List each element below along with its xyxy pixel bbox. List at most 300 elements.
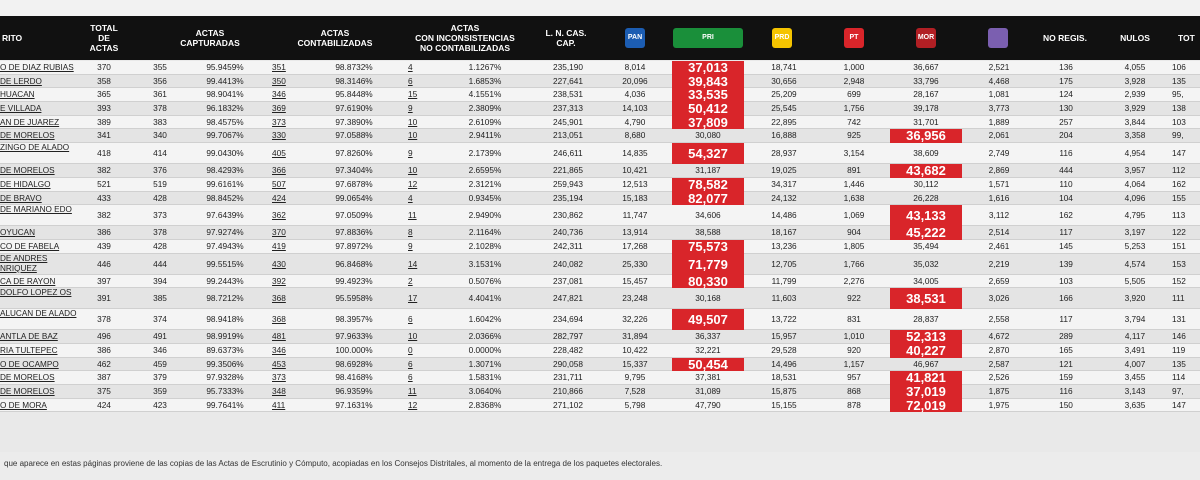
- cell-ln: 240,082: [553, 258, 583, 269]
- cell-cont[interactable]: 430: [272, 258, 286, 269]
- cell-morena: 34,005: [913, 275, 939, 286]
- cell-pri: 49,507: [672, 309, 744, 330]
- cell-ind: 2,558: [988, 314, 1010, 325]
- cell-ind: 2,870: [988, 344, 1010, 355]
- cell-cont[interactable]: 346: [272, 344, 286, 355]
- cell-pan: 15,183: [622, 192, 648, 203]
- cell-ind: 1,571: [988, 178, 1010, 189]
- table-row: [0, 192, 1200, 206]
- cell-morena: 33,796: [913, 75, 939, 86]
- cell-noreg: 166: [1059, 293, 1073, 304]
- cell-inc[interactable]: 4: [408, 192, 413, 203]
- cell-cont[interactable]: 362: [272, 210, 286, 221]
- cell-pri: 38,588: [695, 227, 721, 238]
- cell-ln: 246,611: [553, 148, 583, 159]
- cell-nulos: 4,096: [1124, 192, 1146, 203]
- cell-ind: 2,521: [988, 62, 1010, 72]
- cell-morena: 31,701: [913, 116, 939, 127]
- district-name-link[interactable]: CA DE RAYON: [0, 276, 56, 286]
- cell-tot: 138: [1172, 103, 1186, 114]
- cell-inc[interactable]: 9: [408, 103, 413, 114]
- district-name-link[interactable]: DE HIDALGO: [0, 179, 51, 189]
- cell-cont-pct: 95.5958%: [335, 293, 373, 304]
- table-row: [0, 88, 1200, 102]
- cell-noreg: 165: [1059, 344, 1073, 355]
- cell-inc[interactable]: 6: [408, 372, 413, 383]
- cell-tot: 122: [1172, 227, 1186, 238]
- cell-inc-pct: 2.6595%: [468, 165, 502, 176]
- district-name-link[interactable]: HUACAN: [0, 90, 35, 100]
- cell-pan: 10,422: [622, 344, 648, 355]
- cell-inc-pct: 2.1028%: [468, 240, 502, 251]
- cell-noreg: 150: [1059, 399, 1073, 410]
- cell-total: 358: [97, 75, 111, 86]
- cell-cont-pct: 95.8448%: [335, 89, 373, 100]
- cell-cont[interactable]: 348: [272, 386, 286, 396]
- cell-ln: 231,711: [553, 372, 583, 383]
- cell-cont[interactable]: 370: [272, 227, 286, 238]
- cell-total: 391: [97, 293, 111, 304]
- cell-cap-pct: 97.6439%: [206, 210, 244, 221]
- cell-pan: 32,226: [622, 314, 648, 325]
- cell-ind: 2,061: [988, 130, 1010, 141]
- cell-inc-pct: 1.5831%: [468, 372, 502, 383]
- cell-morena: 45,222: [890, 226, 962, 240]
- cell-tot: 99,: [1172, 130, 1184, 141]
- cell-inc[interactable]: 9: [408, 148, 413, 159]
- cell-nulos: 3,197: [1124, 227, 1146, 238]
- cell-pri: 50,412: [672, 102, 744, 116]
- table-row: [0, 309, 1200, 330]
- district-name-link[interactable]: O DE DIAZ RUBIAS: [0, 63, 74, 72]
- cell-cap: 383: [153, 116, 167, 127]
- cell-tot: 97,: [1172, 386, 1184, 396]
- cell-tot: 113: [1172, 210, 1186, 221]
- cell-nulos: 3,929: [1124, 103, 1146, 114]
- cell-ind: 1,875: [988, 386, 1010, 396]
- cell-noreg: 103: [1059, 275, 1073, 286]
- cell-inc[interactable]: 14: [408, 258, 418, 269]
- cell-ind: 2,526: [988, 372, 1010, 383]
- cell-pri: 47,790: [695, 399, 721, 410]
- cell-morena: 28,837: [913, 314, 939, 325]
- cell-ln: 237,081: [553, 275, 583, 286]
- cell-morena: 26,228: [913, 192, 939, 203]
- cell-tot: 114: [1172, 372, 1186, 383]
- cell-total: 433: [97, 192, 111, 203]
- cell-ind: 4,468: [988, 75, 1010, 86]
- cell-cont[interactable]: 507: [272, 178, 286, 189]
- cell-cont-pct: 98.3957%: [335, 314, 373, 325]
- cell-pan: 8,680: [624, 130, 646, 141]
- cell-inc[interactable]: 15: [408, 89, 418, 100]
- cell-cont-pct: 98.6928%: [335, 358, 373, 369]
- cell-ind: 2,514: [988, 227, 1010, 238]
- cell-cap-pct: 98.9919%: [206, 331, 244, 342]
- cell-nulos: 5,505: [1124, 275, 1146, 286]
- cell-pt: 925: [847, 130, 861, 141]
- cell-ind: 2,869: [988, 165, 1010, 176]
- cell-ln: 210,866: [553, 386, 583, 396]
- cell-tot: 106: [1172, 62, 1186, 72]
- cell-morena: 37,019: [890, 385, 962, 399]
- cell-inc-pct: 2.9490%: [468, 210, 502, 221]
- cell-pan: 14,835: [622, 148, 648, 159]
- district-name-link[interactable]: O DE OCAMPO: [0, 359, 59, 369]
- cell-cap-pct: 97.9328%: [206, 372, 244, 383]
- cell-cap: 361: [153, 89, 167, 100]
- results-table-body: [0, 61, 1200, 412]
- header-total-actas: TOTAL DE ACTAS: [89, 23, 119, 53]
- cell-cont-pct: 97.8972%: [335, 240, 373, 251]
- cell-inc-pct: 2.1164%: [468, 227, 502, 238]
- cell-cap: 459: [153, 358, 167, 369]
- cell-morena: 43,682: [890, 164, 962, 178]
- cell-nulos: 4,007: [1124, 358, 1146, 369]
- cell-prd: 19,025: [771, 165, 797, 176]
- cell-cont[interactable]: 453: [272, 358, 286, 369]
- cell-cont-pct: 97.3890%: [335, 116, 373, 127]
- district-name-link[interactable]: DOLFO LOPEZ OS: [0, 288, 72, 298]
- cell-inc[interactable]: 17: [408, 293, 418, 304]
- cell-pan: 9,795: [624, 372, 646, 383]
- cell-morena: 38,609: [913, 148, 939, 159]
- cell-pan: 4,036: [624, 89, 646, 100]
- cell-pt: 1,157: [843, 358, 865, 369]
- cell-tot: 95,: [1172, 89, 1184, 100]
- cell-cap-pct: 99.7067%: [206, 130, 244, 141]
- cell-nulos: 3,928: [1124, 75, 1146, 86]
- table-row: [0, 129, 1200, 143]
- cell-ln: 221,865: [553, 165, 583, 176]
- cell-pt: 1,446: [843, 178, 865, 189]
- cell-cap-pct: 98.4575%: [206, 116, 244, 127]
- cell-cont[interactable]: 346: [272, 89, 286, 100]
- cell-pan: 10,421: [622, 165, 648, 176]
- cell-noreg: 116: [1059, 148, 1073, 159]
- footer-text: que aparece en estas páginas proviene de las copias de las Actas de Escrutinio y Cómputo, acopiadas en los Consejos Distritales, al momento de la entrega de los paquetes electorales.: [4, 459, 663, 468]
- cell-inc[interactable]: 11: [408, 386, 417, 396]
- cell-cap-pct: 99.5515%: [206, 258, 244, 269]
- pt-logo: PT: [842, 16, 866, 60]
- cell-pt: 1,000: [843, 62, 865, 72]
- cell-ind: 1,889: [988, 116, 1010, 127]
- cell-cap: 414: [153, 148, 167, 159]
- district-name-link[interactable]: ANTLA DE BAZ: [0, 332, 58, 342]
- cell-pri: 34,606: [695, 210, 721, 221]
- cell-nulos: 3,844: [1124, 116, 1146, 127]
- cell-noreg: 110: [1059, 178, 1073, 189]
- cell-cont-pct: 97.6190%: [335, 103, 373, 114]
- cell-pan: 7,528: [624, 386, 646, 396]
- cell-pt: 957: [847, 372, 861, 383]
- district-name-link[interactable]: O DE MORA: [0, 400, 47, 410]
- cell-inc[interactable]: 6: [408, 75, 413, 86]
- cell-cap: 359: [153, 386, 167, 396]
- cell-ind: 3,112: [988, 210, 1010, 221]
- cell-cont-pct: 98.4168%: [335, 372, 373, 383]
- cell-noreg: 136: [1059, 62, 1073, 72]
- cell-cap: 423: [153, 399, 167, 410]
- district-name-link[interactable]: OYUCAN: [0, 228, 36, 238]
- cell-ln: 271,102: [553, 399, 583, 410]
- district-name-link[interactable]: DE MORELOS: [0, 373, 55, 383]
- cell-morena: 36,956: [890, 129, 962, 143]
- cell-ln: 237,313: [553, 103, 583, 114]
- cell-ln: 240,736: [553, 227, 583, 238]
- cell-cap-pct: 98.9418%: [206, 314, 244, 325]
- table-row: [0, 358, 1200, 372]
- cell-prd: 14,496: [771, 358, 797, 369]
- table-row: [0, 226, 1200, 240]
- cell-inc-pct: 2.0366%: [468, 331, 502, 342]
- cell-tot: 146: [1172, 331, 1186, 342]
- cell-pri: 32,221: [695, 344, 721, 355]
- district-name-link[interactable]: DE MORELOS: [0, 166, 55, 176]
- cell-cont-pct: 97.8836%: [335, 227, 373, 238]
- cell-tot: 152: [1172, 275, 1186, 286]
- cell-inc-pct: 0.9345%: [468, 192, 502, 203]
- cell-cont[interactable]: 351: [272, 62, 286, 72]
- cell-ln: 259,943: [553, 178, 583, 189]
- cell-cont[interactable]: 366: [272, 165, 286, 176]
- district-name-link[interactable]: DE MARIANO EDO: [0, 205, 72, 215]
- cell-cap: 376: [153, 165, 167, 176]
- cell-prd: 18,741: [771, 62, 797, 72]
- cell-cont[interactable]: 368: [272, 293, 286, 304]
- cell-nulos: 4,954: [1124, 148, 1146, 159]
- cell-total: 387: [97, 372, 111, 383]
- cell-morena: 39,178: [913, 103, 939, 114]
- district-name-link[interactable]: AN DE JUAREZ: [0, 117, 60, 127]
- header-lista-nominal: L. N. CAS. CAP.: [545, 28, 587, 48]
- cell-cont[interactable]: 350: [272, 75, 286, 86]
- cell-pt: 891: [847, 165, 861, 176]
- cell-prd: 29,528: [771, 344, 797, 355]
- morena-logo: MOR: [914, 16, 938, 60]
- cell-morena: 38,531: [890, 288, 962, 309]
- cell-cap: 428: [153, 192, 167, 203]
- cell-inc[interactable]: 10: [408, 165, 418, 176]
- district-name-link[interactable]: DE ANDRES NRIQUEZ: [0, 253, 48, 273]
- cell-cont-pct: 99.0654%: [335, 192, 373, 203]
- cell-morena: 35,494: [913, 240, 939, 251]
- cell-total: 386: [97, 344, 111, 355]
- district-name-link[interactable]: DE LERDO: [0, 76, 42, 86]
- cell-pt: 922: [847, 293, 861, 304]
- cell-noreg: 121: [1059, 358, 1073, 369]
- cell-pan: 23,248: [622, 293, 648, 304]
- cell-nulos: 4,574: [1124, 258, 1146, 269]
- header-nulos: NULOS: [1120, 33, 1150, 43]
- cell-prd: 11,799: [771, 275, 797, 286]
- cell-morena: 40,227: [890, 344, 962, 358]
- cell-tot: 162: [1172, 178, 1186, 189]
- cell-total: 375: [97, 386, 111, 396]
- district-name-link[interactable]: RIA TULTEPEC: [0, 345, 58, 355]
- cell-inc-pct: 3.0640%: [468, 386, 502, 396]
- cell-morena: 36,667: [913, 62, 939, 72]
- cell-noreg: 204: [1059, 130, 1073, 141]
- cell-pri: 54,327: [672, 143, 744, 164]
- cell-pt: 1,805: [843, 240, 865, 251]
- cell-prd: 13,722: [771, 314, 797, 325]
- cell-cap: 340: [153, 130, 167, 141]
- cell-inc[interactable]: 12: [408, 178, 418, 189]
- cell-cont[interactable]: 411: [272, 399, 286, 410]
- cell-total: 418: [97, 148, 111, 159]
- cell-prd: 18,167: [771, 227, 797, 238]
- cell-ind: 2,587: [988, 358, 1010, 369]
- cell-inc[interactable]: 10: [408, 331, 418, 342]
- cell-ln: 230,862: [553, 210, 583, 221]
- cell-pri: 50,454: [672, 358, 744, 372]
- cell-cap-pct: 89.6373%: [206, 344, 244, 355]
- cell-noreg: 257: [1059, 116, 1073, 127]
- cell-cont-pct: 98.3146%: [335, 75, 373, 86]
- pan-logo: PAN: [623, 16, 647, 60]
- cell-pt: 904: [847, 227, 861, 238]
- cell-cont[interactable]: 369: [272, 103, 286, 114]
- cell-ind: 3,773: [988, 103, 1010, 114]
- cell-tot: 147: [1172, 399, 1186, 410]
- top-strip: [0, 0, 1200, 16]
- cell-inc[interactable]: 2: [408, 275, 413, 286]
- cell-cont[interactable]: 373: [272, 372, 286, 383]
- cell-total: 365: [97, 89, 111, 100]
- cell-noreg: 444: [1059, 165, 1073, 176]
- cell-prd: 13,236: [771, 240, 797, 251]
- cell-total: 341: [97, 130, 111, 141]
- cell-cap-pct: 99.2443%: [206, 275, 244, 286]
- cell-pan: 17,268: [622, 240, 648, 251]
- cell-morena: 46,967: [913, 358, 939, 369]
- district-name-link[interactable]: E VILLADA: [0, 104, 42, 114]
- cell-noreg: 175: [1059, 75, 1073, 86]
- cell-pan: 15,337: [622, 358, 648, 369]
- cell-tot: 153: [1172, 258, 1186, 269]
- cell-inc-pct: 1.3071%: [468, 358, 502, 369]
- cell-ind: 2,659: [988, 275, 1010, 286]
- cell-prd: 15,155: [771, 399, 797, 410]
- cell-inc[interactable]: 4: [408, 62, 413, 72]
- cell-total: 397: [97, 275, 111, 286]
- cell-morena: 72,019: [890, 399, 962, 413]
- cell-inc[interactable]: 6: [408, 358, 413, 369]
- cell-cap: 519: [153, 178, 167, 189]
- table-row: [0, 330, 1200, 344]
- cell-prd: 22,895: [771, 116, 797, 127]
- cell-ln: 235,194: [553, 192, 583, 203]
- cell-cont[interactable]: 392: [272, 275, 286, 286]
- cell-noreg: 124: [1059, 89, 1073, 100]
- cell-cont[interactable]: 330: [272, 130, 286, 141]
- cell-inc[interactable]: 10: [408, 130, 418, 141]
- cell-tot: 135: [1172, 75, 1186, 86]
- cell-pan: 5,798: [624, 399, 646, 410]
- cell-prd: 30,656: [771, 75, 797, 86]
- header-actas-inconsistencias: ACTAS CON INCONSISTENCIAS NO CONTABILIZADAS: [415, 23, 515, 53]
- cell-cont[interactable]: 373: [272, 116, 286, 127]
- cell-nulos: 4,795: [1124, 210, 1146, 221]
- cell-pri: 30,168: [695, 293, 721, 304]
- cell-cap: 374: [153, 314, 167, 325]
- cell-nulos: 2,939: [1124, 89, 1146, 100]
- district-name-link[interactable]: CO DE FABELA: [0, 241, 60, 251]
- indep-logo: [986, 16, 1010, 60]
- cell-inc[interactable]: 12: [408, 399, 418, 410]
- cell-inc[interactable]: 9: [408, 240, 413, 251]
- cell-inc[interactable]: 6: [408, 314, 413, 325]
- cell-inc[interactable]: 11: [408, 210, 417, 221]
- cell-cont[interactable]: 405: [272, 148, 286, 159]
- cell-total: 424: [97, 399, 111, 410]
- cell-cap-pct: 98.4293%: [206, 165, 244, 176]
- district-name-link[interactable]: DE BRAVO: [0, 193, 42, 203]
- cell-ln: 238,531: [553, 89, 583, 100]
- cell-prd: 12,705: [771, 258, 797, 269]
- cell-tot: 103: [1172, 116, 1186, 127]
- cell-cont-pct: 99.4923%: [335, 275, 373, 286]
- cell-inc[interactable]: 8: [408, 227, 413, 238]
- district-name-link[interactable]: ALUCAN DE ALADO: [0, 309, 77, 319]
- cell-total: 386: [97, 227, 111, 238]
- cell-nulos: 3,794: [1124, 314, 1146, 325]
- cell-cap: 491: [153, 331, 167, 342]
- cell-ln: 247,821: [553, 293, 583, 304]
- cell-morena: 30,112: [913, 178, 939, 189]
- cell-inc[interactable]: 0: [408, 344, 413, 355]
- cell-pt: 1,010: [843, 331, 865, 342]
- cell-total: 393: [97, 103, 111, 114]
- cell-cont[interactable]: 481: [272, 331, 286, 342]
- cell-total: 462: [97, 358, 111, 369]
- cell-cap-pct: 97.4943%: [206, 240, 244, 251]
- cell-inc[interactable]: 10: [408, 116, 418, 127]
- cell-pt: 742: [847, 116, 861, 127]
- cell-pt: 878: [847, 399, 861, 410]
- cell-total: 382: [97, 165, 111, 176]
- cell-cap: 379: [153, 372, 167, 383]
- cell-noreg: 116: [1059, 386, 1073, 396]
- cell-cont[interactable]: 419: [272, 240, 286, 251]
- cell-cont-pct: 97.9633%: [335, 331, 373, 342]
- footer-note: [0, 452, 1200, 480]
- cell-cont-pct: 96.9359%: [335, 386, 373, 396]
- district-name-link[interactable]: DE MORELOS: [0, 131, 55, 141]
- cell-cap-pct: 98.8452%: [206, 192, 244, 203]
- cell-total: 446: [97, 258, 111, 269]
- cell-pt: 1,766: [843, 258, 865, 269]
- cell-pan: 14,103: [622, 103, 648, 114]
- cell-morena: 35,032: [913, 258, 939, 269]
- cell-total: 382: [97, 210, 111, 221]
- cell-cont[interactable]: 368: [272, 314, 286, 325]
- cell-cap-pct: 95.9459%: [206, 62, 244, 72]
- cell-cont[interactable]: 424: [272, 192, 286, 203]
- cell-cap: 346: [153, 344, 167, 355]
- district-name-link[interactable]: ZINGO DE ALADO: [0, 143, 70, 153]
- table-row: [0, 61, 1200, 75]
- cell-inc-pct: 1.6042%: [468, 314, 502, 325]
- district-name-link[interactable]: DE MORELOS: [0, 387, 55, 396]
- cell-pan: 15,457: [622, 275, 648, 286]
- cell-noreg: 145: [1059, 240, 1073, 251]
- cell-prd: 14,486: [771, 210, 797, 221]
- cell-cap: 394: [153, 275, 167, 286]
- header-no-registrados: NO REGIS.: [1043, 33, 1087, 43]
- cell-cont-pct: 97.8260%: [335, 148, 373, 159]
